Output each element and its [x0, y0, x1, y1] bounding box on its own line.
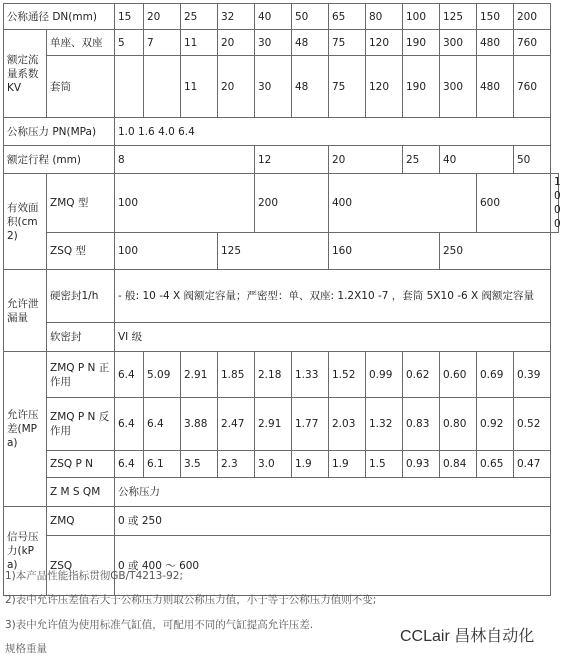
pressure-diff-value: 3.5 [181, 451, 218, 478]
pressure-diff-value: 6.4 [115, 451, 144, 478]
table-row [4, 146, 559, 174]
kv-value [144, 56, 181, 118]
dn-value: 125 [440, 4, 477, 30]
kv-value: 11 [181, 30, 218, 56]
kv-value: 760 [514, 30, 551, 56]
table-row [4, 174, 559, 233]
pressure-diff-value: 1.77 [292, 398, 329, 451]
pressure-diff-value: 2.91 [255, 398, 292, 451]
pressure-diff-value: 0.84 [440, 451, 477, 478]
label-zmq-reverse: ZMQ P N 反作用 [47, 398, 115, 451]
zmsqm-text: 公称压力 [115, 478, 551, 507]
stroke-value: 40 [440, 146, 514, 174]
label-zsq-type: ZSQ 型 [47, 233, 115, 270]
area-value: 125 [218, 233, 329, 270]
pressure-diff-value: 0.99 [366, 352, 403, 398]
dn-value: 100 [403, 4, 440, 30]
pressure-diff-value: 0.83 [403, 398, 440, 451]
pressure-diff-value: 6.1 [144, 451, 181, 478]
header-signal-pressure: 信号压力(kPa) [4, 507, 47, 596]
kv-value: 760 [514, 56, 551, 118]
pressure-diff-value: 3.88 [181, 398, 218, 451]
kv-value: 300 [440, 30, 477, 56]
header-allowed-pressure-diff: 允许压差(MPa) [4, 352, 47, 507]
kv-value: 30 [255, 30, 292, 56]
pressure-diff-value: 0.93 [403, 451, 440, 478]
pressure-diff-value: 2.47 [218, 398, 255, 451]
stroke-value: 50 [514, 146, 551, 174]
label-zmq: ZMQ [47, 507, 115, 536]
kv-value: 48 [292, 30, 329, 56]
label-sleeve: 套筒 [47, 56, 115, 118]
kv-value: 480 [477, 56, 514, 118]
header-effective-area: 有效面积(cm2) [4, 174, 47, 270]
dn-value: 15 [115, 4, 144, 30]
table-row [4, 451, 559, 478]
pressure-diff-value: 5.09 [144, 352, 181, 398]
table-row [4, 398, 559, 451]
table-row [4, 56, 559, 118]
area-value: 250 [440, 233, 551, 270]
area-value: 100 [115, 174, 255, 233]
stroke-value: 12 [255, 146, 329, 174]
hard-seal-text: - 般: 10 -4 X 阀额定容量；严密型：单、双座: 1.2X10 -7 ，套筒 5X10 -6 X 阀额定容量 [115, 270, 551, 323]
pressure-diff-value: 0.65 [477, 451, 514, 478]
nominal-pressure-values: 1.0 1.6 4.0 6.4 [115, 118, 551, 146]
label-single-double: 单座、双座 [47, 30, 115, 56]
pressure-diff-value: 6.4 [115, 352, 144, 398]
area-value: 100 [115, 233, 218, 270]
kv-value: 11 [181, 56, 218, 118]
pressure-diff-value: 1.32 [366, 398, 403, 451]
kv-value: 480 [477, 30, 514, 56]
pressure-diff-value: 6.4 [144, 398, 181, 451]
pressure-diff-value: 0.92 [477, 398, 514, 451]
dn-value: 32 [218, 4, 255, 30]
pressure-diff-value: 1.9 [292, 451, 329, 478]
label-zmq-forward: ZMQ P N 正作用 [47, 352, 115, 398]
kv-value: 190 [403, 56, 440, 118]
label-zsq-pn: ZSQ P N [47, 451, 115, 478]
pressure-diff-value: 2.18 [255, 352, 292, 398]
stroke-value: 8 [115, 146, 255, 174]
signal-zmq-value: 0 或 250 [115, 507, 551, 536]
kv-value: 7 [144, 30, 181, 56]
soft-seal-text: VI 级 [115, 323, 551, 352]
header-allowed-leakage: 允许泄漏量 [4, 270, 47, 352]
label-zmq-type: ZMQ 型 [47, 174, 115, 233]
dn-value: 80 [366, 4, 403, 30]
area-value: 160 [329, 233, 440, 270]
table-row [4, 233, 559, 270]
kv-value: 48 [292, 56, 329, 118]
pressure-diff-value: 2.3 [218, 451, 255, 478]
header-nominal-pressure: 公称压力 PN(MPa) [4, 118, 115, 146]
label-soft-seal: 软密封 [47, 323, 115, 352]
table-row [4, 4, 559, 30]
pressure-diff-value: 0.80 [440, 398, 477, 451]
dn-value: 20 [144, 4, 181, 30]
note-line: 规格重量 [5, 643, 47, 655]
pressure-diff-value: 0.60 [440, 352, 477, 398]
dn-value: 150 [477, 4, 514, 30]
pressure-diff-value: 1.52 [329, 352, 366, 398]
area-value: 600 [477, 174, 551, 233]
stroke-value: 25 [403, 146, 440, 174]
header-rated-flow: 额定流量系数KV [4, 30, 47, 118]
pressure-diff-value: 2.03 [329, 398, 366, 451]
pressure-diff-value: 0.69 [477, 352, 514, 398]
table-row [4, 323, 559, 352]
table-row [4, 118, 559, 146]
pressure-diff-value: 0.52 [514, 398, 551, 451]
table-row [4, 352, 559, 398]
pressure-diff-value: 1.9 [329, 451, 366, 478]
table-row [4, 270, 559, 323]
brand-watermark: CCLair 昌林自动化 [400, 628, 535, 645]
kv-value: 300 [440, 56, 477, 118]
kv-value: 190 [403, 30, 440, 56]
table-row [4, 478, 559, 507]
header-rated-stroke: 额定行程 (mm) [4, 146, 115, 174]
dn-value: 200 [514, 4, 551, 30]
dn-value: 40 [255, 4, 292, 30]
kv-value: 75 [329, 56, 366, 118]
dn-value: 65 [329, 4, 366, 30]
pressure-diff-value: 1.5 [366, 451, 403, 478]
kv-value: 20 [218, 56, 255, 118]
pressure-diff-value: 0.62 [403, 352, 440, 398]
area-value: 1000 [551, 174, 559, 233]
pressure-diff-value: 6.4 [115, 398, 144, 451]
table-row [4, 536, 559, 596]
signal-zsq-value: 0 或 400 ～ 600 [115, 536, 551, 596]
table-row [4, 507, 559, 536]
pressure-diff-value: 3.0 [255, 451, 292, 478]
label-hard-seal: 硬密封1/h [47, 270, 115, 323]
kv-value: 20 [218, 30, 255, 56]
pressure-diff-value: 1.33 [292, 352, 329, 398]
kv-value [115, 56, 144, 118]
dn-value: 25 [181, 4, 218, 30]
spec-table [3, 3, 559, 596]
header-nominal-diameter: 公称通径 DN(mm) [4, 4, 115, 30]
kv-value: 75 [329, 30, 366, 56]
pressure-diff-value: 1.85 [218, 352, 255, 398]
kv-value: 120 [366, 56, 403, 118]
note-line: 2)表中允许压差值若大于公称压力则取公称压力值，小于等于公称压力值则不变; [5, 594, 377, 606]
pressure-diff-value: 0.39 [514, 352, 551, 398]
label-zmsqm: Z M S QM [47, 478, 115, 507]
note-line: 1)本产品性能指标贯彻GB/T4213-92; [5, 570, 183, 582]
dn-value: 50 [292, 4, 329, 30]
kv-value: 30 [255, 56, 292, 118]
pressure-diff-value: 2.91 [181, 352, 218, 398]
kv-value: 5 [115, 30, 144, 56]
note-line: 3)表中允许值为使用标准气缸值，可配用不同的气缸提高允许压差. [5, 619, 314, 631]
stroke-value: 20 [329, 146, 403, 174]
pressure-diff-value: 0.47 [514, 451, 551, 478]
table-row [4, 30, 559, 56]
area-value: 200 [255, 174, 329, 233]
kv-value: 120 [366, 30, 403, 56]
area-value: 400 [329, 174, 477, 233]
label-zsq: ZSQ [47, 536, 115, 596]
